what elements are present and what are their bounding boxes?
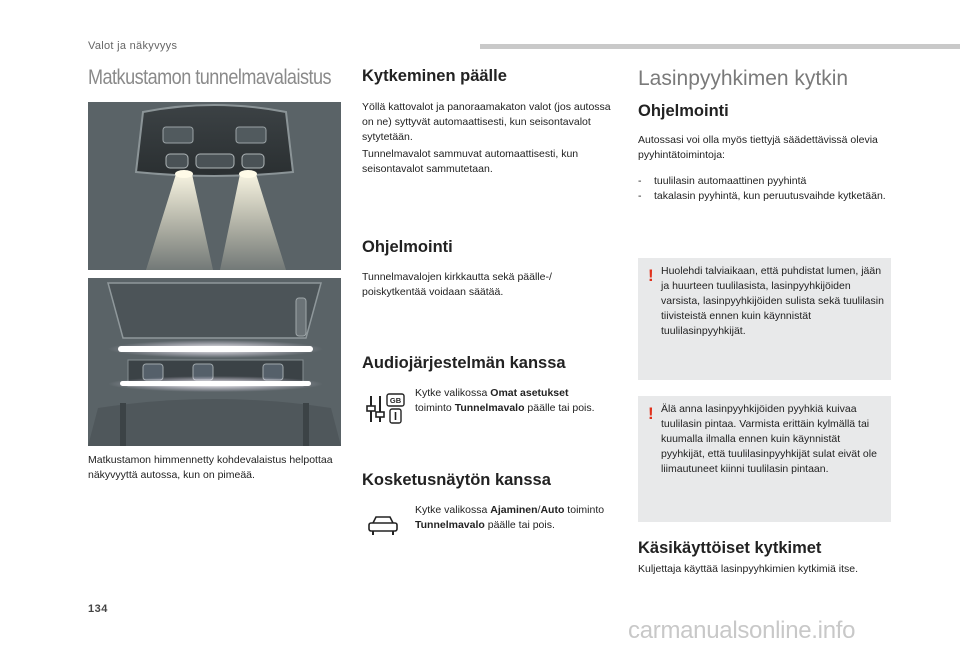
warning-icon: !	[648, 266, 654, 285]
column3-title: Lasinpyyhkimen kytkin	[638, 67, 849, 90]
audio-icon-label: GB	[389, 396, 402, 405]
kytkeminen-paragraph-1: Yöllä kattovalot ja panoraamakaton valot (jos autossa on ne) syttyvät automaattisesti, kun seisontavalot sytytetään.	[362, 101, 611, 143]
kasikaytto-text: Kuljettaja käyttää lasinpyyhkimien kytkimiä itse.	[638, 563, 859, 575]
audio-text-3: päälle tai pois.	[524, 402, 595, 414]
list-dash: -	[638, 175, 642, 187]
heading-touchscreen: Kosketusnäytön kanssa	[362, 471, 551, 489]
audio-settings-icon	[366, 392, 406, 431]
heading-audio: Audiojärjestelmän kanssa	[362, 354, 566, 372]
watermark: carmanualsonline.info	[628, 617, 856, 644]
heading-kasikaytto: Käsikäyttöiset kytkimet	[638, 539, 822, 557]
warning-box-dry	[638, 396, 891, 522]
list-item-text: takalasin pyyhintä, kun peruutusvaihde kytketään.	[654, 190, 886, 202]
heading-ohjelmointi-valot: Ohjelmointi	[362, 238, 453, 256]
section-label: Valot ja näkyvyys	[88, 40, 178, 52]
heading-ohjelmointi-pyyhkimet: Ohjelmointi	[638, 102, 729, 120]
warning-icon: !	[648, 404, 654, 423]
panoramic-roof-image	[88, 278, 341, 446]
touch-function-name: Tunnelmavalo	[415, 519, 485, 531]
column1-title: Matkustamon tunnelmavalaistus	[88, 66, 332, 89]
page-number: 134	[88, 603, 108, 615]
touchscreen-instructions	[415, 503, 605, 533]
touch-menu-separator: /	[537, 504, 541, 516]
ohjelmointi-valot-text: Tunnelmavalojen kirkkautta sekä päälle-/ poiskytkentää voidaan säätää.	[362, 271, 552, 298]
ohjelmointi-pyyhkimet-text: Autossasi voi olla myös tiettyjä säädettävissä olevia pyyhintätoimintoja:	[638, 134, 878, 161]
list-item-text: tuulilasin automaattinen pyyhintä	[654, 175, 807, 187]
ceiling-light-photo	[88, 102, 341, 270]
audio-instructions	[415, 386, 605, 416]
audio-text-1: Kytke valikossa	[415, 387, 491, 399]
warning-box-winter	[638, 258, 891, 380]
heading-kytkeminen: Kytkeminen päälle	[362, 67, 507, 85]
car-icon	[366, 513, 400, 542]
touch-text-1: Kytke valikossa	[415, 504, 491, 516]
wiper-function-list	[638, 174, 888, 204]
ceiling-console-image	[88, 102, 341, 270]
photo-caption: Matkustamon himmennetty kohdevalaistus helpottaa näkyvyyttä autossa, kun on pimeää.	[88, 454, 333, 481]
touch-text-2: toiminto	[564, 504, 605, 516]
roof-light-photo	[88, 278, 341, 446]
audio-function-name: Tunnelmavalo	[454, 402, 525, 414]
audio-text-2: toiminto	[415, 402, 455, 414]
touch-menu-name: Ajaminen	[490, 504, 538, 516]
touch-text-3: päälle tai pois.	[484, 519, 555, 531]
list-dash: -	[638, 190, 642, 202]
list-item	[638, 174, 888, 189]
kytkeminen-paragraph-2: Tunnelmavalot sammuvat automaattisesti, kun seisontavalot sammutetaan.	[362, 148, 579, 175]
warning-text-winter: Huolehdi talviaikaan, että puhdistat lumen, jään ja huurteen tuulilasista, lasinpyyhkijöiden varsista, lasinpyyhkijöiden sulista sekä tuulilasin tiivisteistä ennen kuin käynnistät tuulilasinpyyhkijät.	[661, 265, 884, 337]
audio-menu-name: Omat asetukset	[490, 387, 569, 399]
touch-submenu-name: Auto	[540, 504, 565, 516]
list-item	[638, 189, 888, 204]
warning-text-dry: Älä anna lasinpyyhkijöiden pyyhkiä kuivaa tuulilasin pintaa. Varmista erittäin kylmällä tai kuumalla ilmalla ennen kuin käynnistät pyyhkijät, että tuulilasinpyyhkijät sulat eivät ole liimautuneet kiinni tuulilasin pintaan.	[661, 403, 877, 475]
header-divider-bar	[480, 44, 960, 49]
